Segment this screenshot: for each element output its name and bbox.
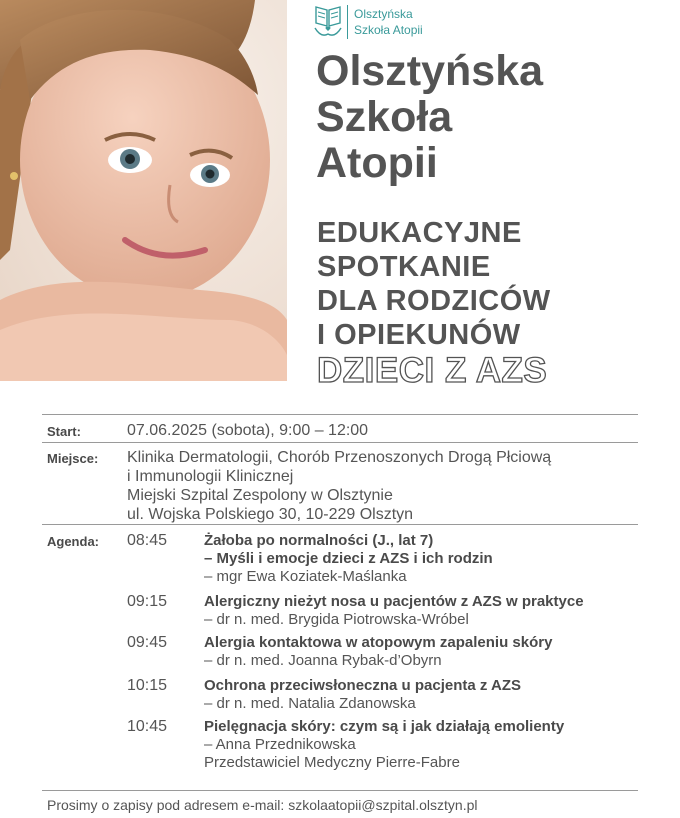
- agenda-item: [204, 677, 664, 713]
- book-hands-icon: [313, 4, 343, 40]
- agenda-time: 10:15: [127, 677, 168, 694]
- logo-divider: [347, 5, 348, 39]
- talk-title: Pielęgnacja skóry: czym są i jak działają emolienty: [204, 718, 565, 735]
- logo: [313, 2, 423, 42]
- talk-speaker: – Anna Przednikowska: [204, 736, 356, 753]
- agenda-label: Agenda:: [47, 534, 99, 549]
- subtitle-line-2: SPOTKANIE: [317, 251, 491, 283]
- place-line: Miejski Szpital Zespolony w Olsztynie: [127, 487, 393, 504]
- event-audience: DZIECI Z AZS: [317, 351, 548, 390]
- divider-footer: [42, 790, 638, 791]
- page-title: [316, 48, 676, 186]
- subtitle-line-1: EDUKACYJNE: [317, 217, 522, 249]
- divider-place: [42, 524, 638, 525]
- agenda-time: 08:45: [127, 532, 168, 549]
- talk-speaker: – dr n. med. Brygida Piotrowska-Wróbel: [204, 611, 469, 628]
- start-label: Start:: [47, 424, 81, 439]
- talk-speaker: – mgr Ewa Koziatek-Maślanka: [204, 568, 407, 585]
- talk-speaker-role: Przedstawiciel Medyczny Pierre-Fabre: [204, 754, 460, 771]
- agenda-item: [204, 634, 664, 670]
- event-subtitle: [317, 216, 677, 352]
- start-value: 07.06.2025 (sobota), 9:00 – 12:00: [127, 422, 369, 439]
- place-line: ul. Wojska Polskiego 30, 10-229 Olsztyn: [127, 506, 414, 523]
- agenda-item: [204, 718, 664, 772]
- talk-title: Alergiczny nieżyt nosa u pacjentów z AZS w praktyce: [204, 593, 584, 610]
- talk-speaker: – dr n. med. Natalia Zdanowska: [204, 695, 416, 712]
- agenda-item: [204, 532, 664, 586]
- talk-speaker: – dr n. med. Joanna Rybak-d’Obyrn: [204, 652, 442, 669]
- agenda-item: [204, 593, 664, 629]
- talk-title: Żałoba po normalności (J., lat 7): [204, 532, 434, 549]
- agenda-time: 09:45: [127, 634, 168, 651]
- footer-contact: Prosimy o zapisy pod adresem e-mail: szkolaatopii@szpital.olsztyn.pl: [47, 797, 478, 813]
- place-line: i Immunologii Klinicznej: [127, 468, 294, 485]
- talk-title-cont: – Myśli i emocje dzieci z AZS i ich rodzin: [204, 550, 493, 567]
- divider-top: [42, 414, 638, 415]
- subtitle-line-4: I OPIEKUNÓW: [317, 319, 521, 351]
- title-line-3: Atopii: [316, 139, 438, 187]
- logo-line2: Szkoła Atopii: [354, 23, 423, 37]
- agenda-time: 10:45: [127, 718, 168, 735]
- logo-line1: Olsztyńska: [354, 7, 413, 21]
- logo-text: [354, 6, 423, 38]
- place-value: [127, 448, 551, 524]
- child-photo: [0, 0, 287, 381]
- title-line-1: Olsztyńska: [316, 47, 544, 95]
- title-line-2: Szkoła: [316, 93, 453, 141]
- subtitle-line-3: DLA RODZICÓW: [317, 285, 551, 317]
- place-label: Miejsce:: [47, 451, 99, 466]
- agenda-time: 09:15: [127, 593, 168, 610]
- place-line: Klinika Dermatologii, Chorób Przenoszonych Drogą Płciową: [127, 449, 552, 466]
- divider-start: [42, 442, 638, 443]
- talk-title: Alergia kontaktowa w atopowym zapaleniu skóry: [204, 634, 553, 651]
- talk-title: Ochrona przeciwsłoneczna u pacjenta z AZS: [204, 677, 522, 694]
